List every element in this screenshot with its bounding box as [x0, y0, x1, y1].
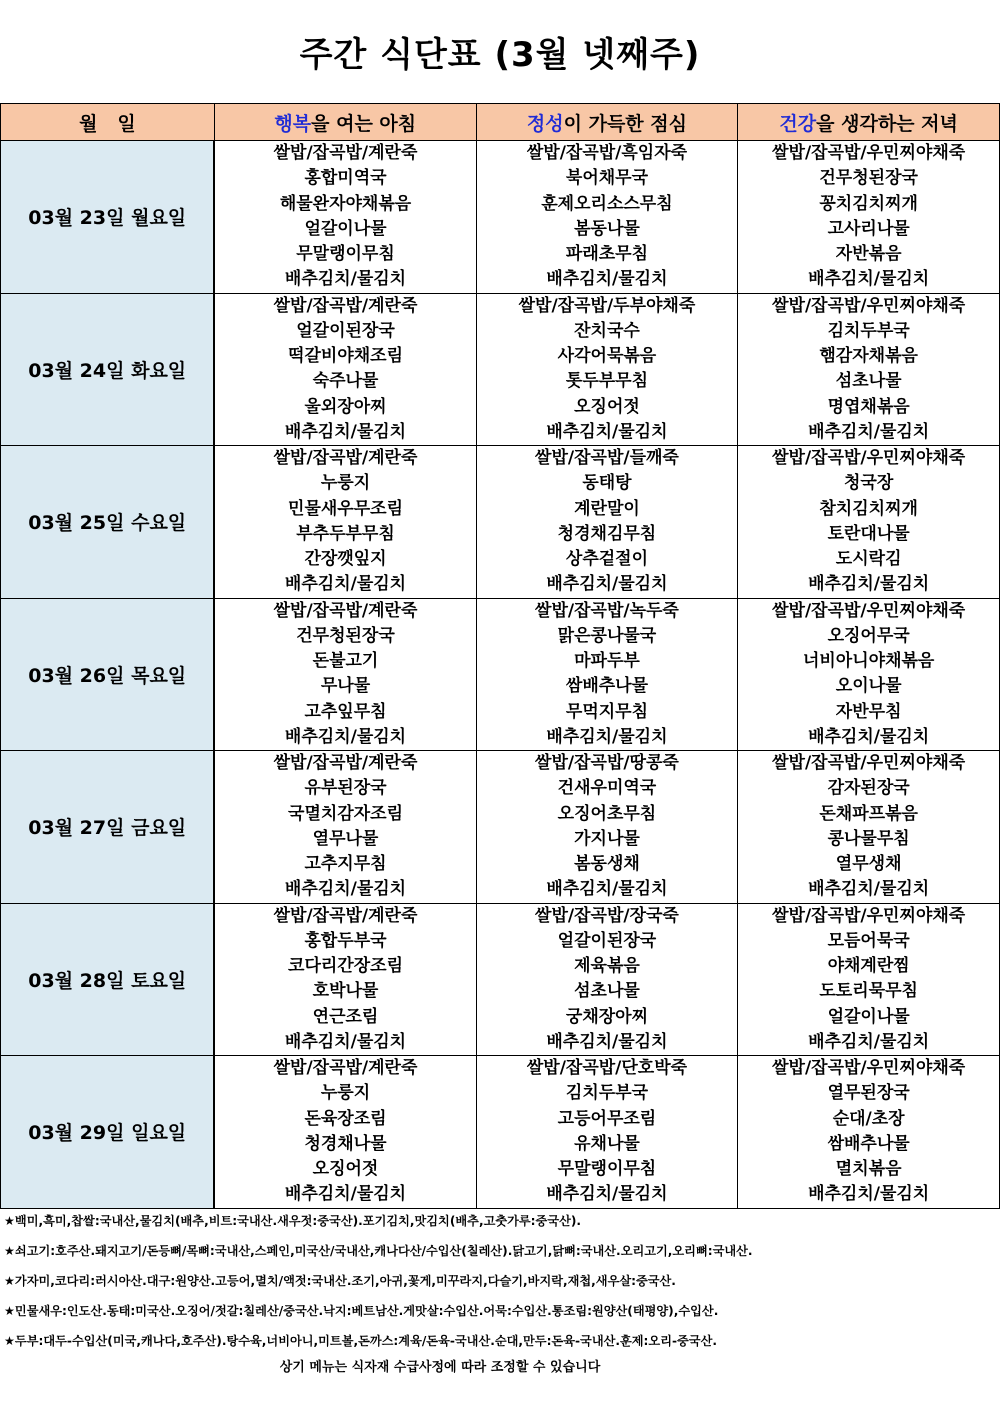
lunch-dish: 톳두부무침 — [565, 371, 649, 392]
header-lunch — [476, 104, 738, 141]
dinner-dish: 쌈배추나물 — [827, 1133, 910, 1154]
breakfast-dish: 배추김치/물김치 — [284, 1031, 407, 1052]
day-row — [1, 446, 1000, 599]
breakfast-dish: 쌀밥/잡곡밥/계란죽 — [273, 448, 418, 468]
dinner-dish: 건무청된장국 — [819, 168, 918, 189]
breakfast-dish: 민물새우무조림 — [288, 498, 403, 519]
breakfast-dish: 무말랭이무침 — [296, 244, 395, 264]
breakfast-dish: 유부된장국 — [304, 778, 387, 799]
dinner-dish: 햄감자채볶음 — [819, 346, 918, 366]
lunch-dish: 계란말이 — [574, 498, 640, 519]
day-date: 03월 27일 금요일 — [1, 751, 215, 904]
day-row — [1, 598, 1000, 751]
header-breakfast-highlight: 행복 — [274, 112, 312, 135]
dinner-dish: 도토리묵무침 — [819, 981, 918, 1002]
lunch-dish: 제육볶음 — [574, 956, 640, 976]
breakfast-dish: 쌀밥/잡곡밥/계란죽 — [273, 295, 418, 316]
lunch-dish: 쌀밥/잡곡밥/장국죽 — [535, 905, 679, 926]
breakfast-dish: 건무청된장국 — [296, 625, 395, 646]
dinner-dish: 청국장 — [844, 473, 894, 494]
breakfast-cell — [214, 446, 476, 599]
dinner-dish: 자반볶음 — [835, 244, 902, 264]
dinner-dish: 오징어무국 — [827, 625, 910, 646]
dinner-dish: 쌀밥/잡곡밥/우민찌야채죽 — [772, 905, 966, 926]
lunch-dish: 상추겉절이 — [565, 549, 649, 569]
header-dinner-text: 을 생각하는 저녁 — [816, 112, 958, 135]
dinner-dish: 섬초나물 — [835, 371, 902, 392]
lunch-dish: 사각어묵볶음 — [557, 346, 657, 366]
lunch-dish: 배추김치/물김치 — [546, 269, 668, 290]
breakfast-dish: 코다리간장조림 — [288, 956, 403, 976]
dinner-cell — [738, 1056, 1000, 1209]
dinner-dish: 열무생채 — [835, 854, 902, 874]
dinner-dish: 배추김치/물김치 — [808, 1184, 930, 1205]
breakfast-dish: 무나물 — [320, 676, 371, 697]
dinner-dish: 배추김치/물김치 — [808, 269, 930, 290]
dinner-cell — [738, 293, 1000, 446]
breakfast-dish: 해물완자야채볶음 — [279, 193, 412, 214]
day-date: 03월 23일 월요일 — [1, 141, 215, 294]
dinner-dish: 쌀밥/잡곡밥/우민찌야채죽 — [772, 295, 966, 316]
breakfast-dish: 쌀밥/잡곡밥/계란죽 — [273, 905, 418, 926]
dinner-dish: 오이나물 — [835, 676, 902, 697]
lunch-dish: 쌀밥/잡곡밥/녹두죽 — [535, 600, 679, 621]
header-lunch-text: 이 가득한 점심 — [563, 112, 687, 135]
dinner-dish: 멸치볶음 — [835, 1159, 902, 1179]
lunch-dish: 무말랭이무침 — [557, 1159, 657, 1179]
lunch-dish: 쌀밥/잡곡밥/단호박죽 — [526, 1058, 688, 1078]
lunch-dish: 쌀밥/잡곡밥/땅콩죽 — [535, 753, 679, 773]
lunch-dish: 무먹지무침 — [565, 701, 649, 722]
breakfast-cell — [214, 141, 476, 294]
breakfast-dish: 쌀밥/잡곡밥/계란죽 — [273, 143, 418, 163]
page-title: 주간 식단표 (3월 넷째주) — [299, 35, 701, 75]
lunch-dish: 가지나물 — [574, 828, 640, 849]
breakfast-dish: 쌀밥/잡곡밥/계란죽 — [273, 600, 418, 621]
breakfast-dish: 부추두부무침 — [296, 523, 395, 544]
dinner-dish: 꽁치김치찌개 — [819, 193, 918, 214]
dinner-dish: 참치김치찌개 — [819, 498, 918, 519]
day-row — [1, 293, 1000, 446]
breakfast-dish: 돈육장조림 — [304, 1108, 387, 1129]
lunch-dish: 맑은콩나물국 — [557, 625, 657, 646]
breakfast-dish: 국멸치감자조림 — [288, 803, 403, 824]
dinner-cell — [738, 141, 1000, 294]
dinner-dish: 배추김치/물김치 — [808, 1031, 930, 1052]
header-dinner — [738, 104, 1000, 141]
lunch-dish: 봄동나물 — [574, 218, 640, 239]
origin-note: ★가자미,코다리:러시아산.대구:원양산.고등어,멸치/액젓:국내산.조기,아귀,꽃게,미꾸라지,다슬기,바지락,재첩,새우살:중국산. — [4, 1274, 676, 1288]
day-date: 03월 24일 화요일 — [1, 293, 215, 446]
dinner-dish: 김치두부국 — [827, 320, 910, 341]
dinner-dish: 쌀밥/잡곡밥/우민찌야채죽 — [772, 1058, 966, 1078]
day-row — [1, 141, 1000, 294]
lunch-dish: 건새우미역국 — [557, 778, 657, 799]
dinner-dish: 야채계란찜 — [827, 956, 910, 976]
day-date: 03월 25일 수요일 — [1, 446, 215, 599]
breakfast-cell — [214, 751, 476, 904]
dinner-dish: 모듬어묵국 — [827, 930, 910, 951]
breakfast-cell — [214, 903, 476, 1056]
breakfast-dish: 떡갈비야채조림 — [288, 346, 403, 366]
breakfast-dish: 배추김치/물김치 — [284, 269, 407, 290]
lunch-dish: 훈제오리소스무침 — [541, 193, 673, 214]
dinner-cell — [738, 446, 1000, 599]
origin-note: ★쇠고기:호주산.돼지고기/돈등뼈/목뼈:국내산,스페인,미국산/국내산,캐나다산/수입산(칠레산).닭고기,닭뼈:국내산.오리고기,오리뼈:국내산. — [4, 1244, 753, 1258]
lunch-dish: 오징어초무침 — [557, 803, 657, 824]
breakfast-dish: 얼갈이된장국 — [296, 320, 395, 341]
dinner-dish: 고사리나물 — [827, 218, 910, 239]
breakfast-dish: 배추김치/물김치 — [284, 726, 407, 747]
breakfast-dish: 홍합미역국 — [304, 168, 387, 189]
header-dinner-highlight: 건강 — [779, 112, 817, 135]
header-breakfast-text: 을 여는 아침 — [311, 112, 417, 135]
lunch-dish: 배추김치/물김치 — [546, 421, 668, 442]
breakfast-dish: 울외장아찌 — [304, 396, 387, 417]
breakfast-cell — [214, 1056, 476, 1209]
lunch-cell — [476, 293, 738, 446]
lunch-dish: 고등어무조림 — [557, 1108, 657, 1129]
lunch-dish: 마파두부 — [574, 651, 640, 671]
dinner-cell — [738, 751, 1000, 904]
lunch-dish: 배추김치/물김치 — [546, 726, 668, 747]
breakfast-cell — [214, 598, 476, 751]
breakfast-dish: 얼갈이나물 — [304, 218, 387, 239]
day-row — [1, 903, 1000, 1056]
lunch-dish: 궁채장아찌 — [565, 1006, 649, 1027]
breakfast-dish: 홍합두부국 — [304, 930, 387, 951]
breakfast-dish: 간장깻잎지 — [304, 549, 387, 569]
breakfast-dish: 쌀밥/잡곡밥/계란죽 — [273, 1058, 418, 1078]
breakfast-dish: 배추김치/물김치 — [284, 1184, 407, 1205]
dinner-dish: 배추김치/물김치 — [808, 879, 930, 900]
day-date: 03월 29일 일요일 — [1, 1056, 215, 1209]
origin-note: ★백미,흑미,찹쌀:국내산,물김치(배추,비트:국내산.새우젓:중국산).포기김치,맛김치(배추,고춧가루:중국산). — [4, 1214, 582, 1228]
lunch-dish: 섬초나물 — [574, 981, 640, 1002]
lunch-dish: 파래초무침 — [565, 244, 649, 264]
dinner-dish: 감자된장국 — [827, 778, 910, 799]
lunch-dish: 오징어젓 — [574, 396, 640, 417]
breakfast-dish: 고추지무침 — [304, 854, 387, 874]
breakfast-dish: 쌀밥/잡곡밥/계란죽 — [273, 753, 418, 773]
header-breakfast — [214, 104, 476, 141]
lunch-dish: 동태탕 — [582, 473, 632, 494]
lunch-dish: 배추김치/물김치 — [546, 1031, 668, 1052]
header-row — [1, 104, 1000, 141]
breakfast-dish: 돈불고기 — [312, 651, 379, 671]
breakfast-dish: 누룽지 — [320, 1083, 371, 1104]
day-date: 03월 26일 목요일 — [1, 598, 215, 751]
lunch-dish: 쌀밥/잡곡밥/흑임자죽 — [526, 143, 688, 163]
breakfast-dish: 열무나물 — [312, 828, 379, 849]
lunch-dish: 배추김치/물김치 — [546, 879, 668, 900]
dinner-cell — [738, 903, 1000, 1056]
breakfast-dish: 배추김치/물김치 — [284, 574, 407, 595]
lunch-cell — [476, 751, 738, 904]
lunch-dish: 얼갈이된장국 — [557, 930, 657, 951]
lunch-cell — [476, 903, 738, 1056]
header-lunch-highlight: 정성 — [526, 112, 564, 135]
lunch-dish: 배추김치/물김치 — [546, 1184, 668, 1205]
footer-note: 상기 메뉴는 식자재 수급사정에 따라 조정할 수 있습니다 — [279, 1360, 601, 1375]
breakfast-dish: 오징어젓 — [312, 1159, 379, 1179]
lunch-cell — [476, 141, 738, 294]
dinner-dish: 열무된장국 — [827, 1083, 910, 1104]
dinner-dish: 쌀밥/잡곡밥/우민찌야채죽 — [772, 448, 966, 468]
lunch-cell — [476, 1056, 738, 1209]
lunch-dish: 쌀밥/잡곡밥/두부야채죽 — [518, 295, 696, 316]
dinner-dish: 도시락김 — [835, 549, 902, 569]
lunch-dish: 잔치국수 — [574, 320, 640, 341]
dinner-dish: 배추김치/물김치 — [808, 574, 930, 595]
origin-note: ★두부:대두-수입산(미국,캐나다,호주산).탕수육,너비아니,미트볼,돈까스:계육/돈육-국내산.순대,만두:돈육-국내산.훈제:오리-중국산. — [4, 1334, 717, 1348]
dinner-dish: 콩나물무침 — [827, 828, 910, 849]
origin-notes — [0, 1206, 1000, 1380]
lunch-dish: 유채나물 — [574, 1133, 640, 1154]
dinner-dish: 자반무침 — [835, 701, 902, 722]
dinner-dish: 토란대나물 — [827, 523, 910, 544]
day-row — [1, 1056, 1000, 1209]
weekly-menu-table — [0, 103, 1000, 1209]
dinner-dish: 순대/초장 — [832, 1108, 905, 1129]
lunch-dish: 김치두부국 — [565, 1083, 649, 1104]
lunch-dish: 배추김치/물김치 — [546, 574, 668, 595]
breakfast-dish: 숙주나물 — [312, 371, 379, 392]
dinner-cell — [738, 598, 1000, 751]
dinner-dish: 쌀밥/잡곡밥/우민찌야채죽 — [772, 143, 966, 163]
lunch-dish: 청경채김무침 — [557, 523, 657, 544]
day-row — [1, 751, 1000, 904]
day-date: 03월 28일 토요일 — [1, 903, 215, 1056]
dinner-dish: 돈채파프볶음 — [819, 803, 918, 824]
dinner-dish: 명엽채볶음 — [827, 396, 910, 417]
breakfast-dish: 배추김치/물김치 — [284, 421, 407, 442]
dinner-dish: 얼갈이나물 — [827, 1006, 910, 1027]
lunch-dish: 쌀밥/잡곡밥/들깨죽 — [535, 448, 679, 468]
lunch-cell — [476, 598, 738, 751]
dinner-dish: 쌀밥/잡곡밥/우민찌야채죽 — [772, 753, 966, 773]
breakfast-dish: 호박나물 — [312, 981, 379, 1002]
lunch-dish: 봄동생채 — [574, 854, 640, 874]
dinner-dish: 배추김치/물김치 — [808, 726, 930, 747]
breakfast-dish: 청경채나물 — [304, 1133, 387, 1154]
header-date: 월 일 — [1, 104, 215, 141]
breakfast-dish: 누룽지 — [320, 473, 371, 494]
dinner-dish: 너비아니야채볶음 — [802, 651, 935, 671]
lunch-cell — [476, 446, 738, 599]
origin-note: ★민물새우:인도산.동태:미국산.오징어/젓갈:칠레산/중국산.낙지:베트남산.게맛살:수입산.어묵:수입산.통조림:원양산(태평양),수입산. — [4, 1304, 719, 1318]
breakfast-dish: 연근조림 — [312, 1006, 379, 1027]
breakfast-dish: 고추잎무침 — [304, 701, 387, 722]
dinner-dish: 배추김치/물김치 — [808, 421, 930, 442]
breakfast-cell — [214, 293, 476, 446]
lunch-dish: 쌈배추나물 — [565, 676, 649, 697]
breakfast-dish: 배추김치/물김치 — [284, 879, 407, 900]
lunch-dish: 북어채무국 — [565, 168, 649, 189]
dinner-dish: 쌀밥/잡곡밥/우민찌야채죽 — [772, 600, 966, 621]
